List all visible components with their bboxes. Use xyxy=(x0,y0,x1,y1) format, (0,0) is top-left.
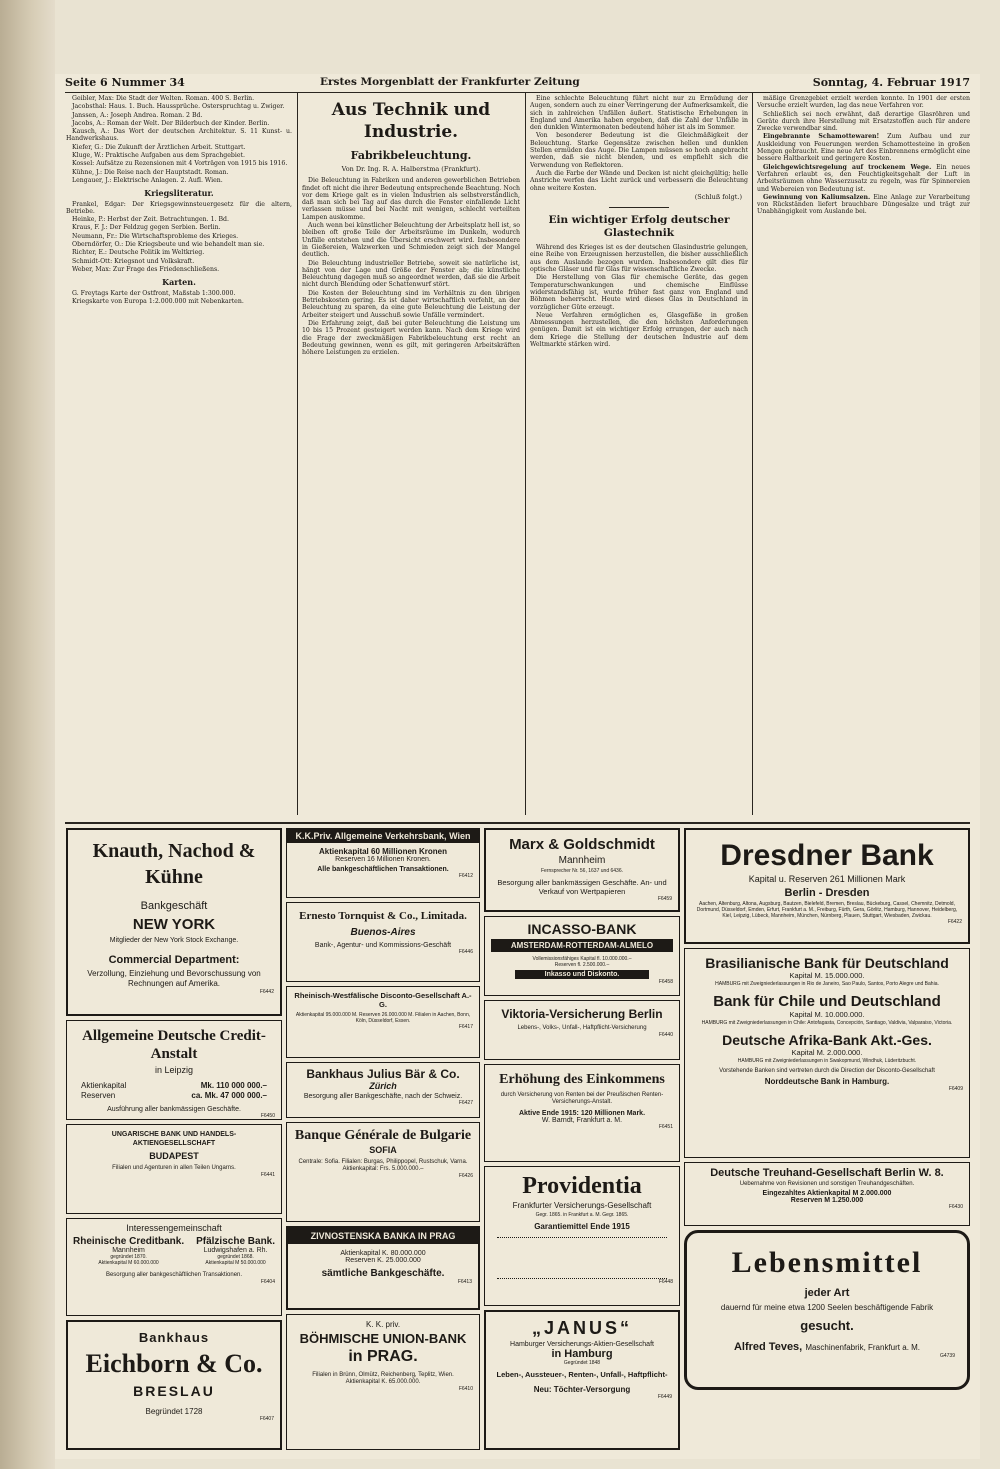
ad-code: F6412 xyxy=(458,873,473,879)
firm-location: Maschinenfabrik, Frankfurt a. M. xyxy=(805,1343,921,1352)
ad-text: Centrale: Sofia. Filialen: Burgas, Philippopel, Rustschuk, Varna. Aktienkapital: Frs. 5.000.000.– xyxy=(298,1159,468,1172)
ad-text: Aktienkapital 95.000.000 M. Reserven 26.000.000 M. Filialen in Aachen, Bonn, Köln, Düsseldorf, Essen. xyxy=(295,1012,471,1024)
ad-row xyxy=(81,1091,267,1100)
ad-capital: Aktienkapital K. 80.000.000 xyxy=(340,1250,426,1257)
bank-name: Rheinische Creditbank. xyxy=(72,1236,185,1247)
ad-title: Allgemeine Deutsche Credit-Anstalt xyxy=(82,1028,266,1062)
ad-footer: Alle bankgeschäftlichen Transaktionen. xyxy=(317,866,449,873)
ad-footer: Ausführung aller bankmässigen Geschäfte. xyxy=(107,1106,241,1113)
ad-figures-table xyxy=(497,1237,667,1279)
agent-name: W. Barndt xyxy=(541,1117,573,1124)
section-heading: Aus Technik und Industrie. xyxy=(331,100,491,142)
issue-date: Sonntag, 4. Februar 1917 xyxy=(812,76,970,89)
ad-year: Begründet 1728 xyxy=(145,1407,203,1416)
ad-title: Bankhaus Julius Bär & Co. xyxy=(306,1067,460,1081)
ad-footer: Inkasso und Diskonto. xyxy=(515,970,649,979)
ad-capital: Aktienkapital 60 Millionen Kronen xyxy=(318,847,448,856)
ad-marx-goldschmidt xyxy=(484,828,680,912)
ad-text: Lebens-, Volks-, Unfall-, Haftpflicht-Versicherung xyxy=(517,1025,647,1031)
ad-title: Rheinisch-Westfälische Disconto-Gesellschaft A.-G. xyxy=(294,991,472,1009)
note-item xyxy=(757,133,970,162)
ad-assets: Aktive Ende 1915: 120 Millionen Mark. xyxy=(518,1110,646,1117)
book-entry: Frankel, Edgar: Der Kriegsgewinnsteuergesetz für die altern, Betriebe. xyxy=(66,200,292,215)
ad-title: Lebensmittel xyxy=(731,1246,923,1279)
ad-ungarische-bank xyxy=(66,1124,282,1214)
bank-city: Ludwigshafen a. Rh. xyxy=(203,1247,268,1254)
ad-eichborn xyxy=(66,1320,282,1450)
book-entry: Schmidt-Ott: Kriegsnot und Volkskraft. xyxy=(72,257,195,265)
ad-city: BRESLAU xyxy=(133,1383,215,1399)
ad-janus xyxy=(484,1310,680,1450)
ad-text: Bank-, Agentur- und Kommissions-Geschäft xyxy=(314,942,452,949)
ad-title: INCASSO-BANK xyxy=(527,921,637,937)
ad-text: Filialen und Agenturen in allen Teilen Ungarns. xyxy=(112,1165,236,1171)
article-paragraph: Auch wenn bei künstlicher Beleuchtung der Arbeitsplatz hell ist, so bleiben oft große Teile der Arbeitsräume im Dunkeln, wodurch Unfälle entstehen und die Übersicht erschwert wird. Insbesondere in Gießereien, Walzwerken und Schmieden zeigt sich der Mangel deutlich. xyxy=(302,222,520,259)
ad-text: HAMBURG mit Zweigniederlassungen in Chile: Antofagasta, Concepción, Santiago, Valdivia, Valparaiso, Victoria. xyxy=(701,1020,953,1026)
book-entry: Jacobsthal: Haus. 1. Buch. Haussprüche. Osterspruchtag u. Zwiger. xyxy=(72,103,285,111)
article-separator xyxy=(609,207,669,208)
article-paragraph: mäßige Grenzgebiet erzielt werden konnte. In 1901 der ersten Versuche erzielt wurden, lag das neue Verfahren vor. xyxy=(757,95,970,110)
bank-block xyxy=(73,1236,184,1266)
book-entry: Heinke, P.: Herbst der Zeit. Betrachtungen. 1. Bd. xyxy=(72,216,229,224)
ad-city: Gegr. 1865. in Frankfurt a. M. Gegr. 1865. xyxy=(535,1212,629,1218)
ad-row xyxy=(81,1081,267,1090)
bank-block xyxy=(196,1236,275,1266)
article-title: Ein wichtiger Erfolg deutscher Glastechnik xyxy=(548,214,730,240)
article-paragraph: Die Beleuchtung in Fabriken und anderen gewerblichen Betrieben findet oft nicht die ihrer Bedeutung entsprechende Beachtung. Noch vor dem Kriege galt es in vielen Industrien als selbstverständlich, daß man sich bei Tag auf das durch die Fenster einfallende Licht verlassen müsse und bei Nacht mit wenigen, schlecht verteilten Lampen auskomme. xyxy=(302,177,520,221)
ad-code: F6448 xyxy=(658,1279,673,1285)
ad-allgemeine-deutsche-credit-anstalt xyxy=(66,1020,282,1120)
ad-city: AMSTERDAM-ROTTERDAM-ALMELO xyxy=(491,939,673,952)
ad-code: F6426 xyxy=(458,1173,473,1179)
ad-firm xyxy=(687,1341,967,1353)
ad-subtitle: Hamburger Versicherungs-Aktien-Gesellschaft xyxy=(510,1341,654,1348)
ad-capital: Kapital M. 15.000.000. xyxy=(789,971,865,980)
ad-lines: Leben-, Aussteuer-, Renten-, Unfall-, Haftpflicht- xyxy=(496,1370,668,1379)
ad-value: ca. Mk. 47 000 000.– xyxy=(191,1091,267,1100)
ad-city: NEW YORK xyxy=(132,916,216,933)
ad-subtitle: Frankfurter Versicherungs-Gesellschaft xyxy=(512,1201,652,1210)
ad-reserves: Reserven K. 25.000.000 xyxy=(345,1257,421,1264)
book-entry: Lengauer, J.: Elektrische Anlagen. 2. Aufl. Wien. xyxy=(72,176,223,184)
ad-norddeutsche: Norddeutsche Bank in Hamburg. xyxy=(764,1077,890,1086)
article-paragraph: Die Kosten der Beleuchtung sind im Verhältnis zu den übrigen Betriebskosten gering. Es ist daher wirtschaftlich verfehlt, an der Beleuchtung zu sparen, da eine gute Beleuchtung die Leistung der Arbeiter steigert und Ausschuß sowie Unfälle vermindert. xyxy=(302,289,520,319)
note-heading: Eingebrannte Schamottewaren! xyxy=(763,133,880,141)
ad-disconto-gesellschaft xyxy=(286,986,480,1058)
page-number: Seite 6 Nummer 34 xyxy=(65,76,185,89)
ad-code: F6430 xyxy=(948,1204,963,1210)
ad-footer: Besorgung aller bankgeschäftlichen Transaktionen. xyxy=(105,1272,243,1278)
ad-city: BUDAPEST xyxy=(149,1151,199,1161)
ad-text: dauernd für meine etwa 1200 Seelen beschäftigende Fabrik xyxy=(720,1303,934,1312)
ad-title: „JANUS“ xyxy=(531,1318,632,1338)
ad-department: Commercial Department: xyxy=(108,954,240,966)
ad-code: F6446 xyxy=(458,949,473,955)
column-glastechnik xyxy=(530,95,748,815)
bank-year: gegründet 1870. xyxy=(110,1254,147,1260)
ad-text: durch Versicherung von Renten bei der Preußischen Renten-Versicherungs-Anstalt. xyxy=(500,1092,664,1105)
ad-title: ZIVNOSTENSKA BANKA IN PRAG xyxy=(288,1228,478,1244)
book-entry: Kausch, A.: Das Wort der deutschen Architektur. S. 11 Kunst- u. Handwerkshaus. xyxy=(66,128,292,143)
ad-text: HAMBURG mit Zweigniederlassungen in Swakopmund, Windhuk, Lüderitzbucht. xyxy=(737,1058,917,1064)
article-paragraph: Schließlich sei noch erwähnt, daß derartige Glasröhren und Geräte durch ihre Herstellung mit Ersatzstoffen auch für andere Zwecke verwendbar sind. xyxy=(757,110,970,133)
ad-code: G4739 xyxy=(939,1353,955,1359)
ad-rheinische-creditbank xyxy=(66,1218,282,1316)
ad-code: F6442 xyxy=(259,989,274,995)
article-paragraph: Die Herstellung von Glas für chemische Geräte, das gegen Temperaturschwankungen und chemische Einflüsse widerstandsfähig ist, wurde früher fast ganz von England und Böhmen beherrscht. Heute wird dieses Glas in Deutschland in vorzüglicher Güte erzeugt. xyxy=(530,274,748,311)
ad-capital: Kapital M. 10.000.000. xyxy=(789,1010,865,1019)
ad-boehmische-union-bank xyxy=(286,1314,480,1450)
ad-code: F6441 xyxy=(260,1172,275,1178)
ad-title: Deutsche Afrika-Bank Akt.-Ges. xyxy=(722,1032,932,1048)
article-paragraph: Die Erfahrung zeigt, daß bei guter Beleuchtung die Leistung um 10 bis 15 Prozent gesteigert werden kann. Nach dem Kriege wird die Frage der zweckmäßigen Fabrikbeleuchtung erst recht an Bedeutung gewinnen, wenn es gilt, mit geringeren Arbeitskräften höhere Leistungen zu erzielen. xyxy=(302,319,520,357)
ad-title: Marx & Goldschmidt xyxy=(509,836,655,853)
ad-capital: Kapital u. Reserven 261 Millionen Mark xyxy=(748,874,906,884)
ad-text: Besorgung aller bankmässigen Geschäfte. An- und Verkauf von Wertpapieren xyxy=(497,878,667,896)
ad-reserves: Reserven M 1.250.000 xyxy=(790,1197,864,1204)
ad-branches: Aachen, Altenburg, Altona, Augsburg, Bautzen, Bielefeld, Bremen, Breslau, Bückeburg, Cassel, Chemnitz, Detmold, Dortmund, Düsseldorf, Emden, Erfurt, Frankfurt a. M., Freiburg, Fürth, Gera, Görlitz, Hamburg, Hannover, Heidelberg, Kiel, Leipzig, Lübeck, Mannheim, München, Nürnberg, Plauen, Stuttgart, Wiesbaden, Zwickau. xyxy=(696,901,958,919)
ad-text: Verzollung, Einziehung und Bevorschussung von Rechnungen auf Amerika. xyxy=(87,969,261,988)
article-paragraph: Die Beleuchtung industrieller Betriebe, soweit sie natürliche ist, hängt von der Lage und Größe der Fenster ab; die künstliche Beleuchtung dagegen muß so angeordnet werden, daß sie die Arbeit nicht durch Blendung oder Schattenwurf stört. xyxy=(302,259,520,289)
book-entry: Oberndörfer, O.: Die Kriegsbeute und wie behandelt man sie. xyxy=(72,241,265,249)
ad-key: Reserven xyxy=(81,1091,116,1100)
column-rule-1 xyxy=(297,93,298,815)
bank-city: Mannheim xyxy=(112,1247,145,1254)
ad-code: F6451 xyxy=(658,1124,673,1130)
ad-city: in Leipzig xyxy=(154,1065,194,1075)
ad-title: Bank für Chile und Deutschland xyxy=(713,993,941,1010)
ad-agent: W. Barndt, Frankfurt a. M. xyxy=(541,1117,623,1124)
header-rule xyxy=(65,92,970,93)
ad-city: in Hamburg xyxy=(551,1348,613,1360)
ad-subtitle: jeder Art xyxy=(804,1287,850,1299)
ad-incasso-bank xyxy=(484,916,680,996)
column-rule-2 xyxy=(525,93,526,815)
map-entry: Kriegskarte von Europa 1:2.000.000 mit Nebenkarten. xyxy=(72,297,244,305)
ad-code: F6459 xyxy=(657,896,672,902)
ad-guarantee: Garantiemittel Ende 1915 xyxy=(534,1222,630,1231)
ad-tornquist xyxy=(286,902,480,982)
ad-text: Uebernahme von Revisionen und sonstigen Treuhandgeschäften. xyxy=(739,1181,915,1187)
ad-city: Mannheim xyxy=(558,855,606,866)
note-text: Zum Aufbau und zur Auskleidung von Feuerungen werden Schamottesteine in großen Mengen gebraucht. Eine neue Art des Einbrennens ermöglicht eine bessere Haltbarkeit und geringere Kosten. xyxy=(757,133,970,163)
ad-text: Filialen in Brünn, Olmütz, Reichenberg, Teplitz, Wien. Aktienkapital K. 65.000.000. xyxy=(312,1372,454,1385)
ad-code: F6409 xyxy=(948,1086,963,1092)
ad-title: Viktoria-Versicherung Berlin xyxy=(501,1007,663,1021)
note-heading: Gleichgewichtsregelung auf trockenem Wege. xyxy=(763,163,932,171)
continuation-note: (Schluß folgt.) xyxy=(694,192,742,201)
column-book-list xyxy=(66,95,292,815)
ad-note: Mitglieder der New York Stock Exchange. xyxy=(109,937,239,944)
ad-directions: Vorstehende Banken sind vertreten durch die Direction der Disconto-Gesellschaft xyxy=(719,1068,935,1074)
ad-title: Knauth, Nachod & Kühne xyxy=(92,840,256,888)
ad-knauth-nachod-kuehne xyxy=(66,828,282,1016)
bank-capital: Aktienkapital M 60.000.000 xyxy=(98,1260,159,1266)
karten-heading: Karten. xyxy=(162,277,196,288)
book-entry: Jacobs, A.: Roman der Welt. Der Bilderbuch der Kinder. Berlin. xyxy=(72,119,270,127)
ad-code: F6458 xyxy=(658,979,673,985)
ad-city: Zürich xyxy=(369,1081,397,1091)
book-spine-shadow xyxy=(0,0,55,1469)
article-title: Fabrikbeleuchtung. xyxy=(350,149,472,162)
newspaper-masthead: Erstes Morgenblatt der Frankfurter Zeitung xyxy=(320,76,580,88)
ad-code: F6427 xyxy=(458,1100,473,1106)
ad-gesucht: gesucht. xyxy=(800,1318,854,1333)
ad-title: UNGARISCHE BANK UND HANDELS-AKTIENGESELLSCHAFT xyxy=(111,1131,237,1147)
ad-text: Besorgung aller Bankgeschäfte, nach der Schweiz. xyxy=(303,1093,463,1100)
ad-title: Interessengemeinschaft xyxy=(126,1223,222,1233)
ad-title: Dresdner Bank xyxy=(720,839,934,872)
book-entry: Weber, Max: Zur Frage des Friedenschließens. xyxy=(72,265,220,273)
ad-footer: sämtliche Bankgeschäfte. xyxy=(321,1268,445,1279)
note-item xyxy=(757,164,970,193)
note-heading: Gewinnung von Kaliumsalzen. xyxy=(763,193,871,201)
ad-capital: Eingezahltes Aktienkapital M 2.000.000 xyxy=(762,1190,892,1197)
book-entry: Kühne, J.: Die Reise nach der Hauptstadt. Roman. xyxy=(72,168,229,176)
map-entry: G. Freytags Karte der Ostfront, Maßstab 1:300.000. xyxy=(72,289,236,297)
ad-phone: Fernsprecher Nr. 56, 1637 und 6436. xyxy=(541,868,623,874)
note-text: Eine Anlage zur Verarbeitung von Rückständen liefert brauchbare Düngesalze und trägt zur Unabhängigkeit vom Auslande bei. xyxy=(757,193,970,216)
ad-title: Ernesto Tornquist & Co., Limitada. xyxy=(299,910,467,922)
ad-year: Gegründet 1848 xyxy=(563,1360,601,1366)
article-paragraph: Auch die Farbe der Wände und Decken ist nicht gleichgültig; helle Anstriche werfen das Licht zurück und verbessern die Beleuchtung ohne weitere Kosten. xyxy=(530,169,748,192)
bank-capital: Aktienkapital M 50.000.000 xyxy=(205,1260,266,1266)
ad-subtitle: K. K. priv. xyxy=(365,1320,401,1329)
ad-title: Providentia xyxy=(522,1173,642,1199)
page-header xyxy=(65,76,970,90)
ad-banque-bulgarie xyxy=(286,1122,480,1222)
article-paragraph: Während des Krieges ist es der deutschen Glasindustrie gelungen, eine Reihe von Erzeugnissen herzustellen, die bisher ausschließlich aus dem Auslande bezogen wurden. Insbesondere gilt dies für optische Gläser und für Glas für wissenschaftliche Zwecke. xyxy=(530,244,748,274)
bank-name: Pfälzische Bank. xyxy=(196,1236,276,1247)
ad-code: F6440 xyxy=(658,1032,673,1038)
ad-title: Banque Générale de Bulgarie xyxy=(294,1128,472,1143)
book-entry: Kluge, W.: Praktische Aufgaben aus dem Sprachgebiet. xyxy=(72,152,245,160)
ad-code: F6413 xyxy=(457,1279,472,1285)
book-entry: Kraus, F. J.: Der Feldzug gegen Serbien. Berlin. xyxy=(72,224,221,232)
book-entry: Kiefer, G.: Die Zukunft der Ärztlichen Arbeit. Stuttgart. xyxy=(72,143,246,151)
ad-julius-baer xyxy=(286,1062,480,1118)
article-paragraph: Eine schlechte Beleuchtung führt nicht nur zu Ermüdung der Augen, sondern auch zu einer Verringerung der Aufmerksamkeit, die sich in zahlreichen Unfällen äußert. Statistische Erhebungen in England und Amerika haben ergeben, daß die Zahl der Unfälle in den dunklen Wintermonaten bedeutend höher ist als im Sommer. xyxy=(530,95,748,132)
ad-dresdner-bank xyxy=(684,828,970,944)
ad-new-offer: Neu: Töchter-Versorgung xyxy=(533,1385,631,1394)
book-entry: Neumann, Fr.: Die Wirtschaftsprobleme des Krieges. xyxy=(72,232,239,240)
article-paragraph: Von besonderer Bedeutung ist die Gleichmäßigkeit der Beleuchtung. Starke Gegensätze zwischen hellen und dunklen Stellen ermüden das Auge. Die Lampen müssen so hoch angebracht werden, daß sie nicht blenden, und es empfiehlt sich die Verwendung von Reflektoren. xyxy=(530,132,748,169)
ad-title: K.K.Priv. Allgemeine Verkehrsbank, Wien xyxy=(287,829,479,843)
ad-code: F6450 xyxy=(260,1113,275,1119)
article-paragraph: Neue Verfahren ermöglichen es, Glasgefäße in großen Abmessungen herzustellen, die den höchsten Anforderungen genügen. Damit ist ein wichtiger Erfolg errungen, der auch nach dem Kriege die Stellung der deutschen Industrie auf dem Weltmarkte stärken wird. xyxy=(530,311,748,349)
ad-providentia xyxy=(484,1166,680,1306)
article-byline: Von Dr. Ing. R. A. Halberstma (Frankfurt). xyxy=(341,165,481,173)
ad-code: F6410 xyxy=(458,1386,473,1392)
book-entry: Richter, E.: Deutsche Politik im Weltkrieg. xyxy=(72,249,205,257)
column-notes xyxy=(757,95,970,815)
book-entry: Janssen, A.: Joseph Andrea. Roman. 2 Bd. xyxy=(72,111,203,119)
ad-title: Brasilianische Bank für Deutschland xyxy=(705,955,949,971)
ad-city: Berlin - Dresden xyxy=(784,887,870,899)
ads-separator-rule xyxy=(65,822,970,824)
ad-overseas-banks xyxy=(684,948,970,1158)
ad-value: Mk. 110 000 000.– xyxy=(200,1081,267,1090)
ad-subtitle: Bankhaus xyxy=(138,1330,210,1345)
ad-reserves: Reserven fl. 2.500.000.– xyxy=(554,962,610,968)
book-entry: Geibler, Max: Die Stadt der Welten. Roman. 400 S. Berlin. xyxy=(72,95,255,102)
ad-erhoehung-des-einkommens xyxy=(484,1064,680,1162)
ad-capital: Kapital M. 2.000.000. xyxy=(791,1048,863,1057)
ad-code: F6417 xyxy=(458,1024,473,1030)
ad-city: SOFIA xyxy=(369,1145,397,1155)
ad-viktoria-versicherung xyxy=(484,1000,680,1060)
ad-code: F6407 xyxy=(259,1416,274,1422)
ad-code: F6422 xyxy=(947,919,962,925)
ad-title: Deutsche Treuhand-Gesellschaft Berlin W. 8. xyxy=(710,1167,944,1179)
ad-deutsche-treuhand xyxy=(684,1162,970,1226)
note-item xyxy=(757,194,970,216)
bank-year: gegründet 1868. xyxy=(217,1254,254,1260)
ad-code: F6449 xyxy=(657,1394,672,1400)
ad-title: BÖHMISCHE UNION-BANK xyxy=(299,1331,467,1346)
ad-kk-verkehrsbank xyxy=(286,828,480,898)
book-entry: Kossel: Aufsätze zu Rezensionen mit 4 Vorträgen von 1915 bis 1916. xyxy=(72,160,288,168)
ad-text: HAMBURG mit Zweigniederlassungen in Rio de Janeiro, Sao Paulo, Santos, Porto Alegre und Bahia. xyxy=(715,981,939,987)
ad-capital: Vollemissionsfähiges Kapital fl. 10.000.000.– xyxy=(532,956,632,962)
note-text: Ein neues Verfahren erlaubt es, den Feuchtigkeitsgehalt der Luft in Arbeitsräumen ohne Wasserzusatz zu regeln, was für Spinnereien und Webereien von Bedeutung ist. xyxy=(757,163,970,193)
ad-code: F6404 xyxy=(260,1279,275,1285)
ad-banks-row xyxy=(67,1236,281,1266)
firm-name: Alfred Teves, xyxy=(733,1341,803,1353)
kriegsliteratur-heading: Kriegsliteratur. xyxy=(144,188,214,199)
ad-key: Aktienkapital xyxy=(81,1081,127,1090)
ad-title: Erhöhung des Einkommens xyxy=(499,1072,665,1087)
ad-zivnostenska-banka xyxy=(286,1226,480,1310)
column-rule-3 xyxy=(752,93,753,815)
ad-title: Eichborn & Co. xyxy=(85,1349,263,1378)
ad-lebensmittel xyxy=(684,1230,970,1390)
ad-subtitle: Bankgeschäft xyxy=(140,900,208,912)
column-fabrikbeleuchtung xyxy=(302,95,520,815)
ad-city: Buenos-Aires xyxy=(350,927,416,938)
agent-city: Frankfurt a. M. xyxy=(576,1117,623,1124)
ad-reserves: Reserven 16 Millionen Kronen. xyxy=(335,856,431,863)
ad-city: in PRAG. xyxy=(348,1348,418,1365)
